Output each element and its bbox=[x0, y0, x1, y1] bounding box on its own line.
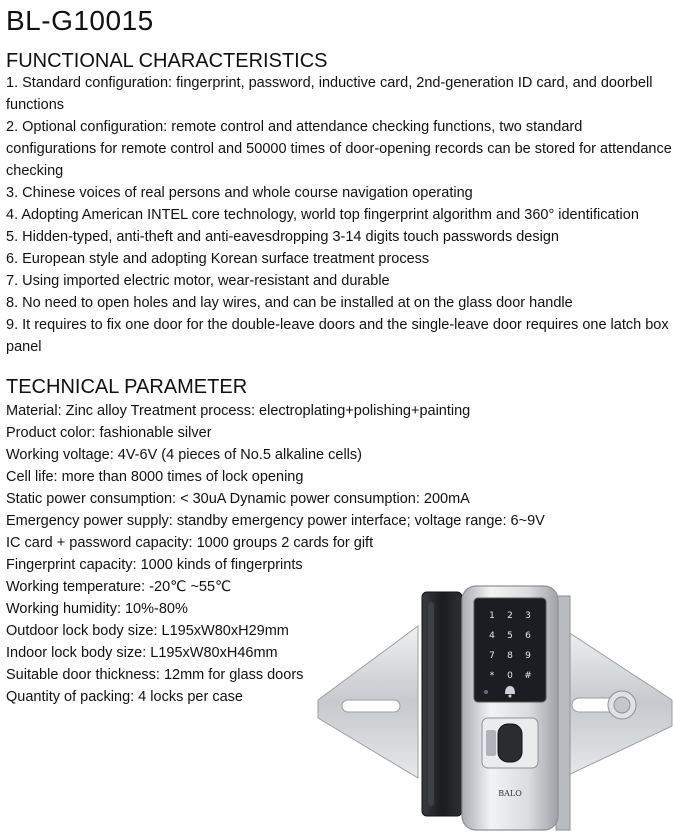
functional-item-4: 4. Adopting American INTEL core technology, world top fingerprint algorithm and 360° identification bbox=[6, 207, 639, 223]
functional-item-8: 8. No need to open holes and lay wires, and can be installed at on the glass door handle bbox=[6, 295, 573, 311]
functional-item-6: 6. European style and adopting Korean surface treatment process bbox=[6, 251, 430, 267]
left-slot bbox=[342, 700, 400, 712]
param-material: Material: Zinc alloy Treatment process: electroplating+polishing+painting bbox=[6, 403, 471, 419]
functional-item-1: 1. Standard configuration: fingerprint, password, inductive card, 2nd-generation ID card, and doorbell functions bbox=[6, 75, 653, 113]
brand-logo: BALO bbox=[498, 789, 522, 798]
glass-door-lock-illustration bbox=[300, 578, 673, 832]
technical-heading: TECHNICAL PARAMETER bbox=[6, 376, 248, 398]
functional-heading: FUNCTIONAL CHARACTERISTICS bbox=[6, 50, 328, 72]
page-title: BL-G10015 bbox=[6, 5, 154, 36]
product-image bbox=[300, 578, 673, 832]
keypad-key-4: 4 bbox=[489, 631, 495, 641]
keypad-key-6: 6 bbox=[525, 631, 531, 641]
functional-list bbox=[6, 72, 673, 358]
keypad-key-star: * bbox=[489, 671, 495, 681]
functional-item-2: 2. Optional configuration: remote control and attendance checking functions, two standard configurations for remote control and 50000 times of door-opening records can be stored for attendance checking bbox=[6, 119, 672, 179]
fingerprint-sensor-icon bbox=[498, 724, 522, 762]
functional-item-9: 9. It requires to fix one door for the double-leave doors and the single-leave door requires one latch box panel bbox=[6, 317, 669, 355]
keypad-key-5: 5 bbox=[507, 631, 513, 641]
keypad-key-hash: # bbox=[524, 671, 532, 681]
param-cell-life: Cell life: more than 8000 times of lock opening bbox=[6, 469, 304, 485]
keypad-key-0: 0 bbox=[507, 671, 513, 681]
param-ic-card-capacity: IC card + password capacity: 1000 groups 2 cards for gift bbox=[6, 535, 374, 551]
param-emergency-power: Emergency power supply: standby emergency power interface; voltage range: 6~9V bbox=[6, 513, 545, 529]
param-voltage: Working voltage: 4V-6V (4 pieces of No.5 alkaline cells) bbox=[6, 447, 362, 463]
right-knob-inner bbox=[614, 697, 630, 713]
status-led-icon bbox=[484, 690, 488, 694]
param-indoor-size: Indoor lock body size: L195xW80xH46mm bbox=[6, 645, 278, 661]
param-color: Product color: fashionable silver bbox=[6, 425, 212, 441]
param-packing: Quantity of packing: 4 locks per case bbox=[6, 689, 243, 705]
param-fingerprint-capacity: Fingerprint capacity: 1000 kinds of fingerprints bbox=[6, 557, 303, 573]
param-door-thickness: Suitable door thickness: 12mm for glass doors bbox=[6, 667, 304, 683]
param-humidity: Working humidity: 10%-80% bbox=[6, 601, 188, 617]
functional-item-3: 3. Chinese voices of real persons and whole course navigation operating bbox=[6, 185, 473, 201]
param-outdoor-size: Outdoor lock body size: L195xW80xH29mm bbox=[6, 623, 289, 639]
param-temperature: Working temperature: -20℃ ~55℃ bbox=[6, 579, 232, 595]
param-power-consumption: Static power consumption: < 30uA Dynamic power consumption: 200mA bbox=[6, 491, 470, 507]
functional-item-5: 5. Hidden-typed, anti-theft and anti-eavesdropping 3-14 digits touch passwords design bbox=[6, 229, 559, 245]
keypad-key-3: 3 bbox=[525, 611, 531, 621]
keypad-key-1: 1 bbox=[489, 611, 495, 621]
functional-item-7: 7. Using imported electric motor, wear-resistant and durable bbox=[6, 273, 390, 289]
keypad-key-9: 9 bbox=[525, 651, 531, 661]
sensor-side-cover bbox=[486, 730, 496, 756]
keypad-key-7: 7 bbox=[489, 651, 495, 661]
keypad-key-2: 2 bbox=[507, 611, 513, 621]
keypad-key-8: 8 bbox=[507, 651, 513, 661]
